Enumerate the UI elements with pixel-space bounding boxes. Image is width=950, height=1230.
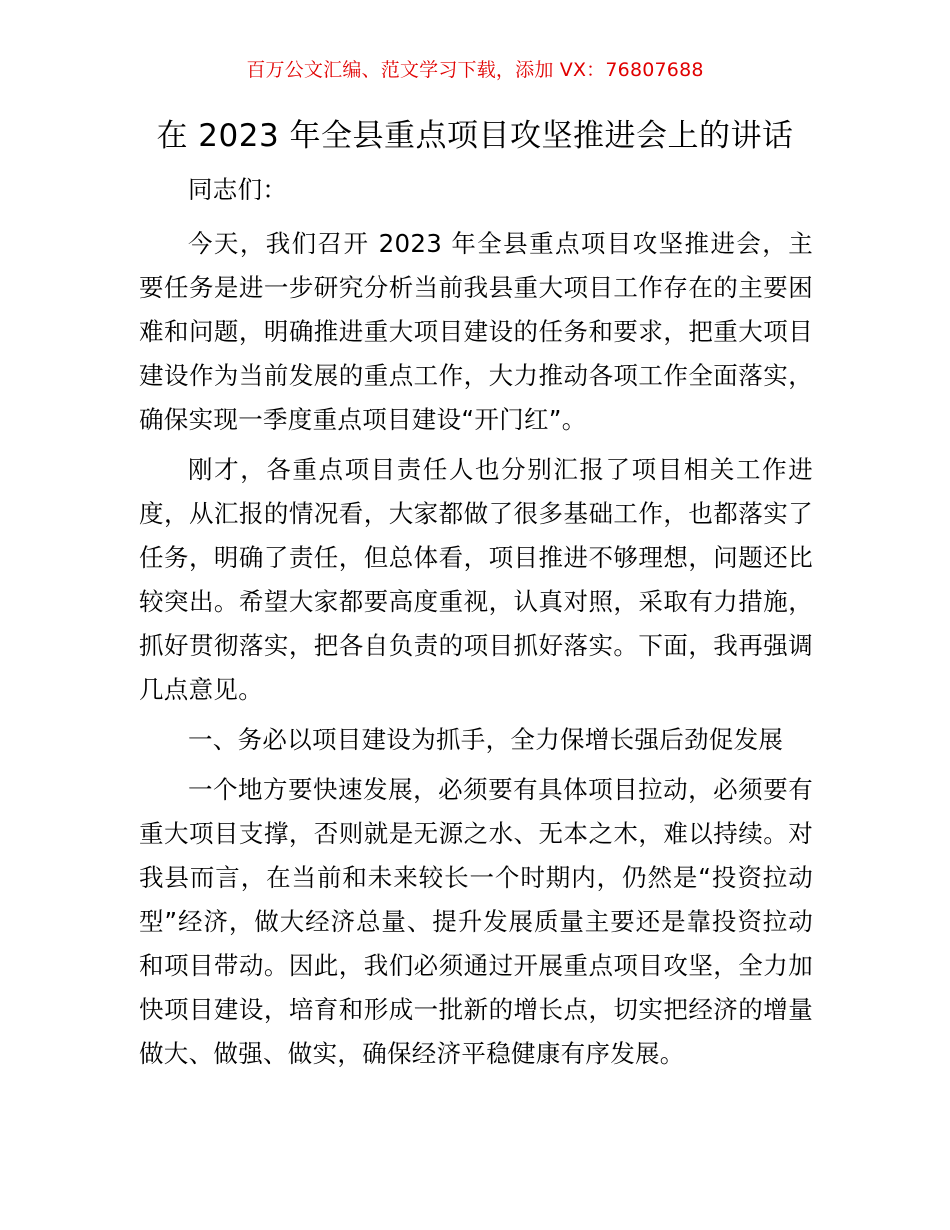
paragraph-opening: 今天，我们召开 2023 年全县重点项目攻坚推进会，主要任务是进一步研究分析当前我县重大项目工作存在的主要困难和问题，明确推进重大项目建设的任务和要求，把重大项目建设作为当前发展的重点工作，大力推动各项工作全面落实，确保实现一季度重点项目建设“开门红”。 <box>139 229 813 434</box>
section-heading-one: 一、务必以项目建设为抓手，全力保增长强后劲促发展 <box>188 725 784 754</box>
document-title: 在 2023 年全县重点项目攻坚推进会上的讲话 <box>156 118 794 154</box>
promo-header: 百万公文汇编、范文学习下载，添加 VX：76807688 <box>246 59 704 81</box>
document-body <box>139 168 813 1082</box>
paragraph-section-one: 一个地方要快速发展，必须要有具体项目拉动，必须要有重大项目支撑，否则就是无源之水、无本之木，难以持续。对我县而言，在当前和未来较长一个时期内，仍然是“投资拉动型”经济，做大经济总量、提升发展质量主要还是靠投资拉动和项目带动。因此，我们必须通过开展重点项目攻坚，全力加快项目建设，培育和形成一批新的增长点，切实把经济的增量做大、做强、做实，确保经济平稳健康有序发展。 <box>139 775 813 1068</box>
salutation: 同志们： <box>188 175 288 204</box>
paragraph-review: 刚才，各重点项目责任人也分别汇报了项目相关工作进度，从汇报的情况看，大家都做了很多基础工作，也都落实了任务，明确了责任，但总体看，项目推进不够理想，问题还比较突出。希望大家都要高度重视，认真对照，采取有力措施，抓好贯彻落实，把各自负责的项目抓好落实。下面，我再强调几点意见。 <box>139 455 813 704</box>
